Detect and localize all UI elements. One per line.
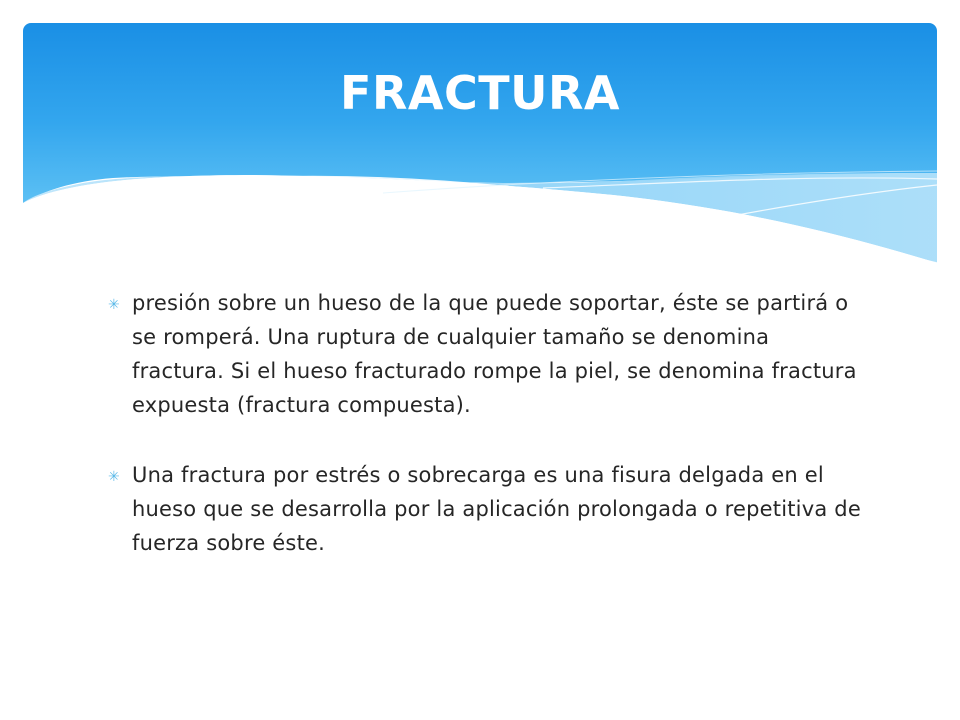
header-wave-graphic — [23, 23, 937, 273]
bullet-item — [108, 458, 868, 560]
bullet-item — [108, 286, 868, 422]
header-band — [23, 23, 937, 273]
bullet-text: presión sobre un hueso de la que puede soportar, éste se partirá o se romperá. Una ruptura de cualquier tamaño se denomina fractura. Si el hueso fracturado rompe la piel, se denomina fractura expuesta (fractura compuesta). — [132, 291, 857, 417]
asterisk-bullet-icon: ✳ — [108, 469, 120, 485]
slide-title: FRACTURA — [340, 66, 620, 120]
bullet-list — [108, 286, 868, 596]
bullet-text: Una fractura por estrés o sobrecarga es una fisura delgada en el hueso que se desarrolla por la aplicación prolongada o repetitiva de fuerza sobre éste. — [132, 463, 861, 555]
asterisk-bullet-icon: ✳ — [108, 297, 120, 313]
